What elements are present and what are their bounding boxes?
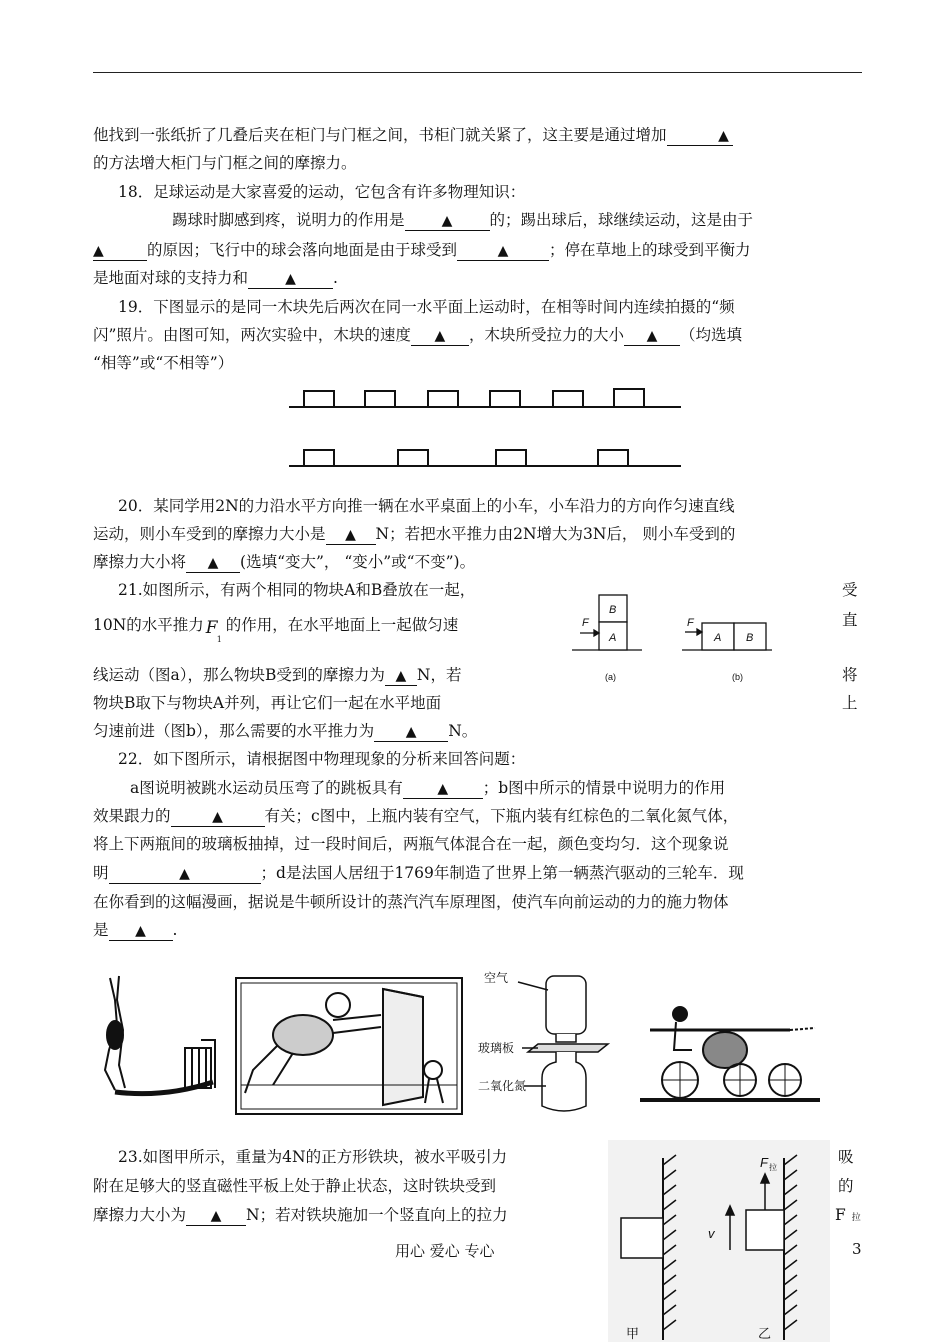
q20-blank-2[interactable] — [186, 553, 240, 573]
q19-blank-2[interactable] — [624, 326, 680, 346]
q22-line-5 — [93, 863, 744, 884]
q21-blank-1[interactable] — [385, 666, 417, 686]
block-top-2 — [365, 391, 395, 407]
q22-line-2 — [130, 778, 725, 799]
q23-right-2: 的 — [838, 1177, 854, 1195]
q23-right-f: F — [835, 1206, 846, 1224]
q18-text-3a: 的原因；飞行中的球会落向地面是由于球受到 — [147, 241, 458, 259]
q20-text-3b: (选填“变大”， “变小”或“不变”)。 — [240, 553, 476, 571]
q22-text-5b: ；d是法国人居纽于1769年制造了世界上第一辆蒸汽驱动的三轮车．现 — [260, 864, 744, 882]
blank-mark-icon: ▲ — [212, 809, 223, 825]
q21-line-4 — [93, 693, 441, 713]
q22-text-5a: 明 — [93, 864, 109, 882]
q23-line-2 — [93, 1176, 496, 1196]
blank-mark-icon: ▲ — [434, 328, 446, 344]
q22-text-6: 在你看到的这幅漫画，据说是牛顿所设计的蒸汽汽车原理图，使汽车向前运动的力的施力物体 — [93, 893, 729, 911]
q22-line-7 — [93, 920, 177, 941]
q21-blank-2[interactable] — [374, 722, 448, 742]
q19-text-2c: （均选填 — [679, 326, 742, 344]
q23-text-1: 23.如图甲所示，重量为4N的正方形铁块，被水平吸引力 — [118, 1148, 508, 1166]
q19-blank-1[interactable] — [411, 326, 469, 346]
caption-a: (a) — [605, 672, 616, 682]
page-number: 3 — [852, 1240, 862, 1258]
q18-line-4 — [93, 268, 338, 289]
q18-text-4a: 是地面对球的支持力和 — [93, 269, 249, 287]
label-a-b: A — [714, 632, 722, 644]
block-top-5 — [553, 391, 583, 407]
q22-text-4: 将上下两瓶间的玻璃板抽掉，过一段时间后，两瓶气体混合在一起，颜色变均匀．这个现象说 — [93, 835, 729, 853]
q21-right-4: 上 — [842, 694, 858, 712]
q20-line-2 — [93, 524, 735, 545]
magnetic-board-figure — [608, 1140, 830, 1342]
blank-mark-icon: ▲ — [179, 866, 190, 882]
child-body — [425, 1079, 443, 1103]
q18-line-3 — [93, 240, 751, 261]
q18-text-1: 18．足球运动是大家喜爱的运动，它包含有许多物理知识： — [118, 183, 526, 201]
blank-mark-icon: ▲ — [135, 923, 146, 939]
q23-text-2: 附在足够大的竖直磁性平板上处于静止状态，这时铁块受到 — [93, 1177, 497, 1195]
label-f-a: F — [582, 617, 589, 629]
caption-b: (b) — [732, 672, 743, 682]
q21-right-1: 受 — [842, 581, 858, 599]
q18-line-2 — [172, 210, 753, 231]
boiler — [703, 1032, 747, 1068]
q17-text-2: 的方法增大柜门与门框之间的摩擦力。 — [93, 154, 357, 172]
blank-mark-icon: ▲ — [497, 243, 509, 259]
label-jia: 甲 — [626, 1326, 640, 1341]
label-b-b: B — [746, 632, 754, 644]
q22-text-3a: 效果跟力的 — [93, 807, 171, 825]
blank-mark-icon: ▲ — [345, 527, 356, 543]
steam-car-illustration — [640, 1000, 820, 1110]
q18-blank-4[interactable] — [248, 269, 333, 289]
q18-blank-1[interactable] — [405, 211, 490, 231]
blank-mark-icon: ▲ — [210, 1208, 222, 1224]
q19-text-2b: ，木块所受拉力的大小 — [468, 326, 624, 344]
q22-text-7a: 是 — [93, 921, 109, 939]
block-top-1 — [304, 391, 334, 407]
q20-blank-1[interactable] — [326, 525, 376, 545]
driver-head — [673, 1007, 687, 1021]
block-bottom-1 — [304, 450, 334, 466]
q21-line-5 — [93, 721, 477, 742]
q19-text-3: “相等”或“不相等”） — [93, 354, 234, 372]
q21-text-2a: 10N的水平推力 — [93, 616, 204, 634]
q23-text-3b: N；若对铁块施加一个竖直向上的拉力 — [246, 1206, 508, 1224]
q19-line-3 — [93, 353, 233, 373]
q21-text-4: 物块B取下与物块A并列，再让它们一起在水平地面 — [93, 694, 442, 712]
q21-text-1: 21.如图所示，有两个相同的物块A和B叠放在一起， — [118, 581, 476, 599]
label-no2: 二氧化氮 — [478, 1079, 527, 1093]
q21-line-1 — [118, 580, 475, 600]
label-f: F — [760, 1155, 768, 1170]
f1-symbol — [204, 610, 226, 644]
diver-torso — [107, 1021, 123, 1049]
label-f-b: F — [687, 617, 694, 629]
q21-text-5a: 匀速前进（图b），那么需要的水平推力为 — [93, 722, 375, 740]
q22-line-3 — [93, 806, 738, 827]
blank-mark-icon: ▲ — [718, 128, 729, 144]
q19-line-2 — [93, 325, 742, 346]
arrowhead-b — [697, 629, 702, 635]
steam-jet — [790, 1028, 815, 1030]
blank-mark-icon: ▲ — [285, 271, 296, 287]
q23-text-3a: 摩擦力大小为 — [93, 1206, 187, 1224]
q21-text-3a: 线运动（图a），那么物块B受到的摩擦力为 — [93, 666, 385, 684]
label-a-a: A — [609, 632, 617, 644]
f1-subscript: 1 — [216, 635, 222, 644]
q21-text-2b: 的作用，在水平地面上一起做匀速 — [225, 616, 459, 634]
q22-line-6 — [93, 892, 729, 912]
child-head — [424, 1061, 442, 1079]
q21-text-5b: N。 — [448, 722, 478, 740]
q18-blank-3[interactable] — [457, 241, 549, 261]
q21-right-2: 直 — [842, 611, 858, 629]
q22-text-1: 22．如下图所示，请根据图中物理现象的分析来回答问题： — [118, 750, 526, 768]
q20-text-3a: 摩擦力大小将 — [93, 553, 187, 571]
q17-text-1: 他找到一张纸折了几叠后夹在柜门与门框之间，书柜门就关紧了，这主要是通过增加 — [93, 126, 667, 144]
q21-text-3b: N，若 — [416, 666, 462, 684]
q23-line-3 — [93, 1205, 508, 1226]
q22-text-7b: . — [172, 921, 178, 939]
air-bottle — [546, 976, 586, 1034]
footer-motto: 用心 爱心 专心 — [395, 1242, 495, 1260]
block-top-3 — [428, 391, 458, 407]
blank-mark-icon: ▲ — [207, 555, 219, 571]
label-v: v — [708, 1226, 715, 1241]
block-bottom-3 — [496, 450, 526, 466]
q19-line-1 — [118, 297, 735, 317]
q17-blank[interactable] — [667, 126, 733, 146]
man-body — [273, 1015, 333, 1055]
diving-board-illustration — [95, 970, 225, 1120]
q21-line-2 — [93, 610, 459, 644]
q22-line-4 — [93, 834, 729, 854]
q20-text-2a: 运动，则小车受到的摩擦力大小是 — [93, 525, 326, 543]
strobe-photo-figure — [283, 380, 683, 472]
q17-line-1 — [93, 125, 733, 146]
gas-diffusion-illustration — [478, 970, 628, 1120]
q22-blank-4[interactable] — [109, 921, 173, 941]
label-air: 空气 — [484, 971, 509, 985]
iron-block-right — [746, 1210, 784, 1250]
stacked-blocks-figure — [572, 590, 792, 690]
glass-plate — [528, 1044, 608, 1052]
block-top-6 — [614, 389, 644, 407]
q18-text-2b: 的；踢出球后，球继续运动，这是由于 — [489, 211, 754, 229]
q22-text-3b: 有关；c图中，上瓶内装有空气，下瓶内装有红棕色的二氧化氮气体， — [264, 807, 739, 825]
blank-mark-icon: ▲ — [646, 328, 658, 344]
q21-right-3: 将 — [842, 666, 858, 684]
q18-blank-2[interactable] — [93, 241, 147, 261]
driver-body — [674, 1022, 692, 1050]
q23-right-1: 吸 — [838, 1148, 854, 1166]
blank-mark-icon: ▲ — [437, 781, 449, 797]
door-panel — [383, 989, 423, 1105]
blank-mark-icon: ▲ — [395, 668, 407, 684]
header-rule — [93, 72, 862, 73]
block-bottom-2 — [398, 450, 428, 466]
arrowhead-a — [594, 630, 599, 636]
block-top-4 — [490, 391, 520, 407]
q19-text-2a: 闪”照片。由图可知，两次实验中，木块的速度 — [93, 326, 411, 344]
q22-blank-2[interactable] — [171, 807, 265, 827]
label-yi: 乙 — [758, 1326, 772, 1341]
man-head — [326, 993, 350, 1017]
q18-text-4b: . — [333, 269, 338, 287]
q22-blank-3[interactable] — [109, 864, 261, 884]
q18-text-3b: ；停在草地上的球受到平衡力 — [549, 241, 751, 259]
q22-blank-1[interactable] — [403, 779, 483, 799]
q18-title — [118, 182, 525, 202]
q19-text-1: 19．下图显示的是同一木块先后两次在同一水平面上运动时，在相等时间内连续拍摄的“频 — [118, 298, 735, 316]
q23-blank-1[interactable] — [186, 1206, 246, 1226]
blank-mark-icon: ▲ — [441, 213, 453, 229]
door-pushing-illustration — [233, 975, 465, 1117]
q23-line-1 — [118, 1147, 507, 1167]
q22-line-1 — [118, 749, 525, 769]
q21-line-3 — [93, 665, 461, 686]
label-b-a: B — [609, 604, 617, 616]
q20-line-3 — [93, 552, 475, 573]
q20-line-1 — [118, 496, 735, 516]
blank-mark-icon: ▲ — [93, 243, 104, 259]
q23-right-3 — [835, 1205, 861, 1228]
label-glass-plate: 玻璃板 — [478, 1041, 515, 1055]
label-f-sub: 拉 — [769, 1163, 777, 1172]
q17-line-2 — [93, 153, 357, 173]
blank-mark-icon: ▲ — [405, 724, 417, 740]
no2-bottle — [542, 1052, 586, 1111]
q20-text-2b: N；若把水平推力由2N增大为3N后， 则小车受到的 — [375, 525, 736, 543]
q22-text-2a: a图说明被跳水运动员压弯了的跳板具有 — [130, 779, 403, 797]
q22-text-2b: ；b图中所示的情景中说明力的作用 — [482, 779, 726, 797]
q18-text-2a: 踢球时脚感到疼，说明力的作用是 — [172, 211, 405, 229]
q23-right-f-subscript: 拉 — [851, 1213, 861, 1223]
f1-letter: F — [205, 618, 218, 638]
q20-text-1: 20．某同学用2N的力沿水平方向推一辆在水平桌面上的小车，小车沿力的方向作匀速直线 — [118, 497, 735, 515]
block-bottom-4 — [598, 450, 628, 466]
iron-block-left — [621, 1218, 663, 1258]
